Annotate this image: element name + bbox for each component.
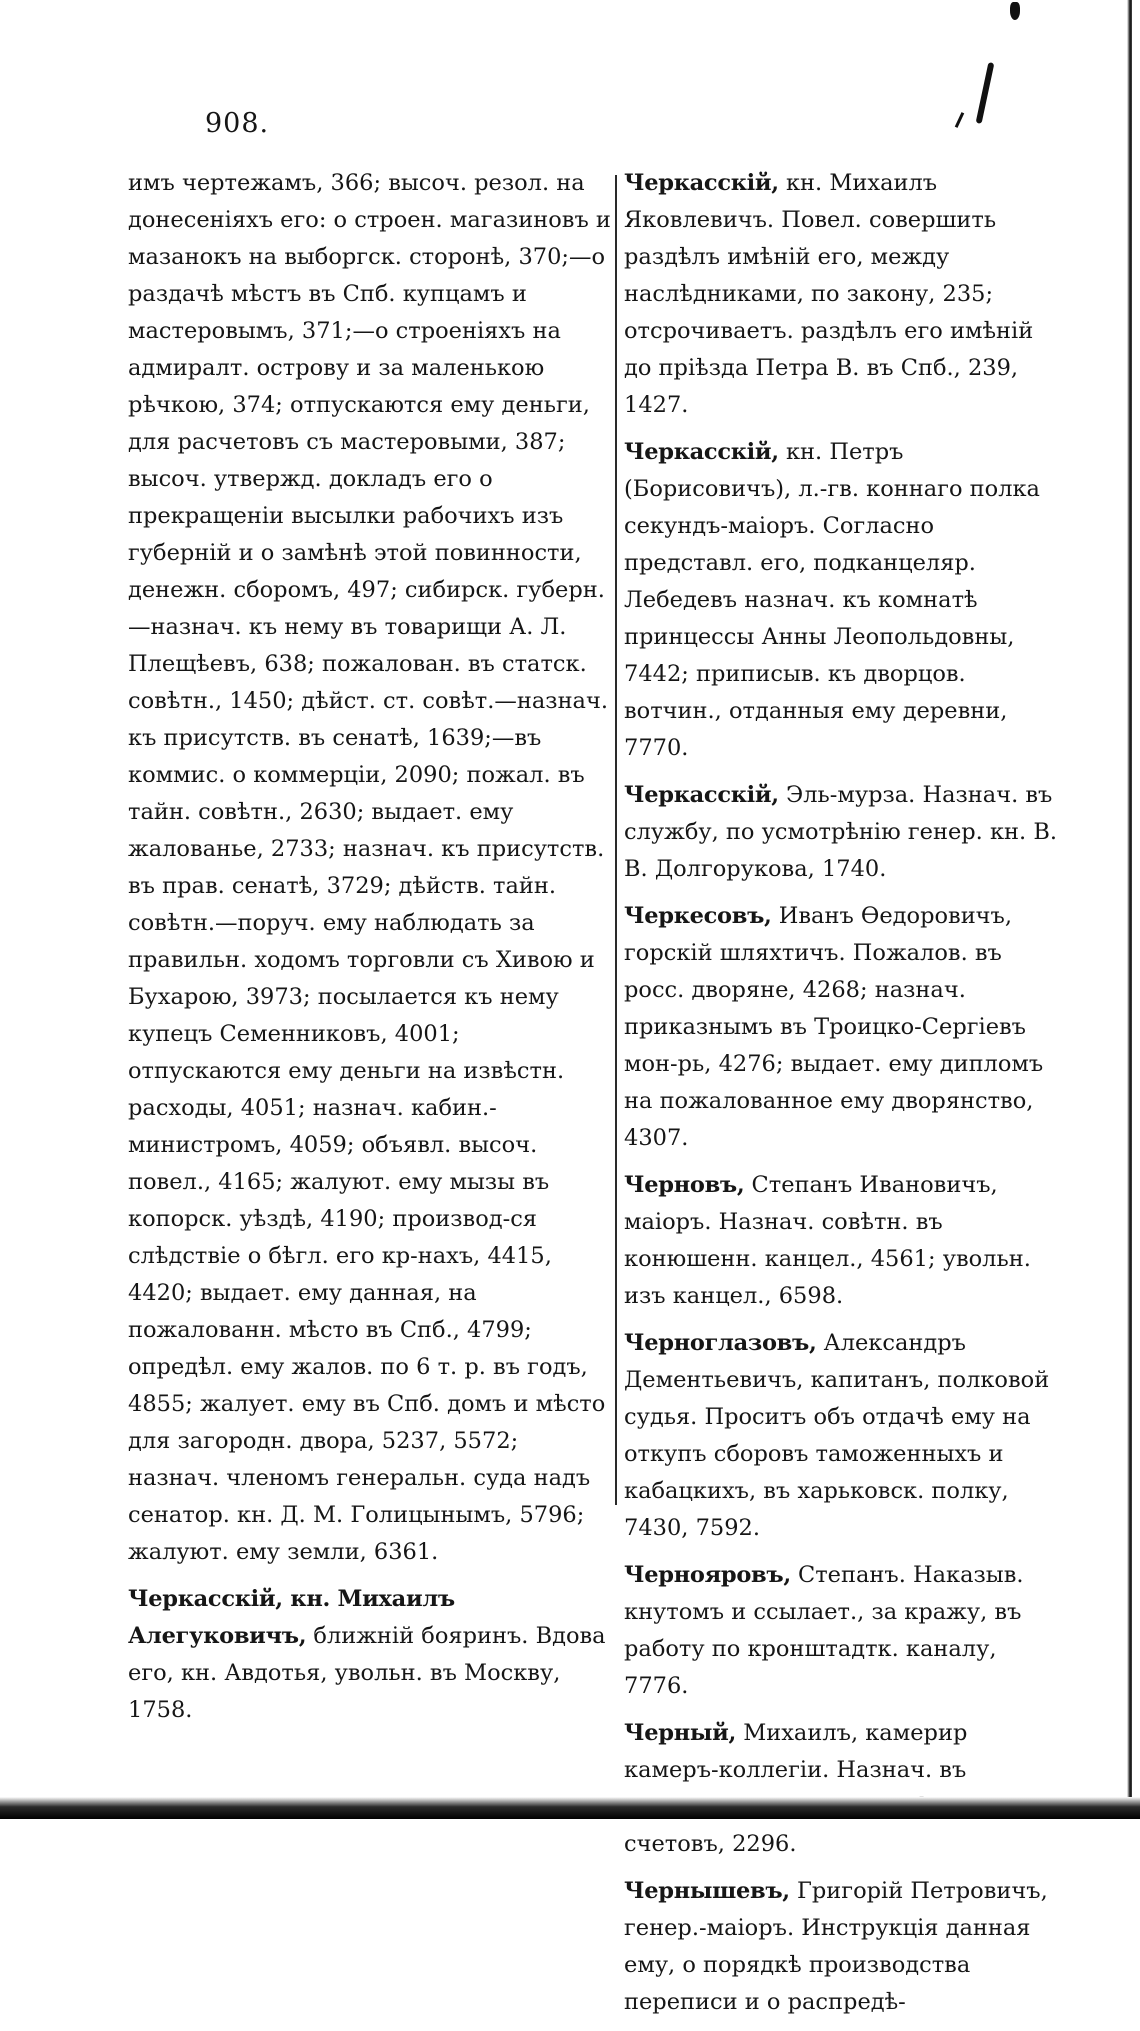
index-entry [624,1715,1064,1863]
index-entry [624,165,1064,424]
entry-heading: Черкасскій, [624,170,779,196]
entry-body: Иванъ Өедоровичъ, горскій шляхтичъ. Пожалов. въ росс. дворяне, 4268; назнач. приказнымъ въ Троицко-Сергіевъ мон-рь, 4276; выдает. ему дипломъ на пожалованное ему дворянство, 4307. [624,903,1044,1151]
entry-heading: Черкесовъ, [624,903,772,929]
index-entry [624,1873,1064,2021]
left-column [128,165,612,1739]
entry-body: Степанъ Ивановичъ, маіоръ. Назнач. совѣтн. въ конюшенн. канцел., 4561; увольн. изъ канцел., 6598. [624,1172,1031,1309]
entry-heading: Черновъ, [624,1172,745,1198]
entry-heading: Черный, [624,1720,737,1746]
entry-body: ближній бояринъ. Вдова его, кн. Авдотья, увольн. въ Москву, 1758. [128,1623,606,1723]
index-entry [624,1557,1064,1705]
entry-body: Михаилъ, камерир камеръ-коллегіи. Назнач. въ счетовъ, 2296. [624,1720,968,1857]
index-entry [624,1325,1064,1547]
index-entry [128,1581,612,1729]
index-entry [624,898,1064,1157]
right-column [624,165,1064,2031]
entry-body: Эль-мурза. Назнач. въ службу, по усмотрѣнію генер. кн. В. В. Долгорукова, 1740. [624,782,1058,882]
scan-edge-right [1127,0,1132,1819]
entry-heading: Черноглазовъ, [624,1330,817,1356]
entry-body: кн. Михаилъ Яковлевичъ. Повел. совершить раздѣлъ имѣній его, между наслѣдниками, по закону, 235; отсрочиваетъ. раздѣлъ его имѣній до пріѣзда Петра В. въ Спб., 239, 1427. [624,170,1034,418]
entry-body: Григорій Петровичъ, генер.-маіоръ. Инструкція данная ему, о порядкѣ производства переписи и о распредѣ- [624,1878,1048,2015]
index-entry [624,1167,1064,1315]
index-entry [624,777,1064,888]
continued-entry-text: имъ чертежамъ, 366; высоч. резол. на донесеніяхъ его: о строен. магазиновъ и мазанокъ на выборгск. сторонѣ, 370;—о раздачѣ мѣстъ въ Спб. купцамъ и мастеровымъ, 371;—о строеніяхъ на адмиралт. острову и за маленькою рѣчкою, 374; отпускаются ему деньги, для расчетовъ съ мастеровыми, 387; высоч. утвержд. докладъ его о прекращеніи высылки рабочихъ изъ губерній и о замѣнѣ этой повинности, денежн. сборомъ, 497; сибирск. губерн.—назнач. къ нему въ товарищи А. Л. Плещѣевъ, 638; пожалован. въ статск. совѣтн., 1450; дѣйст. ст. совѣт.—назнач. къ присутств. въ сенатѣ, 1639;—въ коммис. о коммерціи, 2090; пожал. въ тайн. совѣтн., 2630; выдает. ему жалованье, 2733; назнач. къ присутств. въ прав. сенатѣ, 3729; дѣйств. тайн. совѣтн.—поруч. ему наблюдать за правильн. ходомъ торговли съ Хивою и Бухарою, 3973; посылается къ нему купецъ Семенниковъ, 4001; отпускаются ему деньги на извѣстн. расходы, 4051; назнач. кабин.-министромъ, 4059; объявл. высоч. повел., 4165; жалуют. ему мызы въ копорск. уѣздѣ, 4190; производ-ся слѣдствіе о бѣгл. его кр-нахъ, 4415, 4420; выдает. ему данная, на пожалованн. мѣсто въ Спб., 4799; опредѣл. ему жалов. по 6 т. р. въ годъ, 4855; жалует. ему въ Спб. домъ и мѣсто для загородн. двора, 5237, 5572; назнач. членомъ генеральн. суда надъ сенатор. кн. Д. М. Голицынымъ, 5796; жалуют. ему земли, 6361. [128,170,611,1565]
entry-heading: Чернояровъ, [624,1562,791,1588]
entry-heading: Черкасскій, [624,782,779,808]
ink-blot [1010,2,1020,20]
entry-heading: Черкасскій, кн. Михаилъ Алегуковичъ, [128,1586,455,1649]
index-entry [624,434,1064,767]
entry-body: кн. Петръ (Борисовичъ), л.-гв. коннаго полка секундъ-маіоръ. Согласно представл. его, подканцеляр. Лебедевъ назнач. къ комнатѣ принцессы Анны Леопольдовны, 7442; приписыв. къ дворцов. вотчин., отданныя ему деревни, 7770. [624,439,1040,761]
column-divider [615,175,617,1505]
entry-heading: Черкасскій, [624,439,779,465]
entry-body: Степанъ. Наказыв. кнутомъ и ссылает., за кражу, въ работу по кронштадтк. каналу, 7776. [624,1562,1024,1699]
page-number: 908. [205,108,270,139]
entry-heading: Чернышевъ, [624,1878,790,1904]
entry-body: Александръ Дементьевичъ, капитанъ, полковой судья. Проситъ объ отдачѣ ему на откупъ сборовъ таможенныхъ и кабацкихъ, въ харьковск. полку, 7430, 7592. [624,1330,1050,1541]
scan-edge-bottom [0,1797,1140,1819]
ink-stroke [955,112,964,128]
ink-stroke [976,62,995,124]
